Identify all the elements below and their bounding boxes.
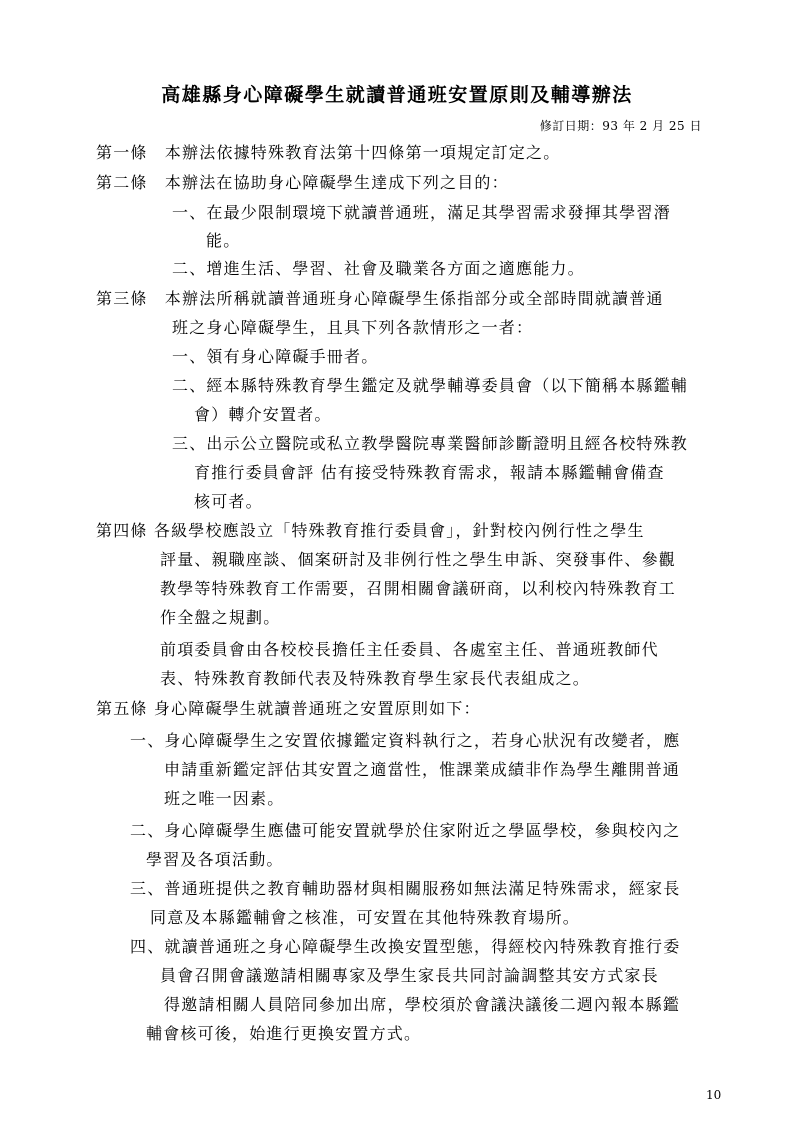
text-line: 第四條 各級學校應設立「特殊教育推行委員會」，針對校內例行性之學生 <box>96 521 645 540</box>
text-line: 第二條 本辦法在協助身心障礙學生達成下列之目的： <box>96 173 509 192</box>
text-line: 評量、親職座談、個案研討及非例行性之學生申訴、突發事件、參觀 <box>160 550 677 569</box>
text-line: 四、就讀普通班之身心障礙學生改換安置型態，得經校內特殊教育推行委 <box>130 937 681 956</box>
text-line: 同意及本縣鑑輔會之核准，可安置在其他特殊教育場所。 <box>150 908 581 927</box>
text-line: 作全盤之規劃。 <box>160 608 281 627</box>
text-line: 第一條 本辦法依據特殊教育法第十四條第一項規定訂定之。 <box>96 143 561 162</box>
document-title: 高雄縣身心障礙學生就讀普通班安置原則及輔導辦法 <box>161 84 633 106</box>
page-number: 10 <box>706 1088 722 1102</box>
text-line: 三、普通班提供之教育輔助器材與相關服務如無法滿足特殊需求，經家長 <box>130 879 681 898</box>
text-line: 能。 <box>206 231 241 250</box>
text-line: 表、特殊教育教師代表及特殊教育學生家長代表組成之。 <box>160 669 591 688</box>
text-line: 二、增進生活、學習、社會及職業各方面之適應能力。 <box>172 259 585 278</box>
text-line: 員會召開會議邀請相關專家及學生家長共同討論調整其安方式家長 <box>160 966 659 985</box>
text-line: 育推行委員會評 估有接受特殊教育需求，報請本縣鑑輔會備查 <box>194 463 665 482</box>
text-line: 一、在最少限制環境下就讀普通班，滿足其學習需求發揮其學習潛 <box>172 203 671 222</box>
text-line: 二、身心障礙學生應儘可能安置就學於住家附近之學區學校，參與校內之 <box>130 821 681 840</box>
text-line: 前項委員會由各校校長擔任主任委員、各處室主任、普通班教師代 <box>160 640 659 659</box>
text-line: 第三條 本辦法所稱就讀普通班身心障礙學生係指部分或全部時間就讀普通 <box>96 289 664 308</box>
text-line: 班之身心障礙學生，且具下列各款情形之一者： <box>172 318 534 337</box>
text-line: 得邀請相關人員陪同參加出席，學校須於會議決議後二週內報本縣鑑 <box>164 995 681 1014</box>
text-line: 核可者。 <box>194 492 263 511</box>
text-line: 申請重新鑑定評估其安置之適當性，惟課業成績非作為學生離開普通 <box>164 760 681 779</box>
text-line: 三、出示公立醫院或私立教學醫院專業醫師診斷證明且經各校特殊教 <box>172 434 689 453</box>
text-line: 第五條 身心障礙學生就讀普通班之安置原則如下： <box>96 699 481 718</box>
text-line: 一、領有身心障礙手冊者。 <box>172 347 379 366</box>
revision-date: 修訂日期：93 年 2 月 25 日 <box>539 119 702 133</box>
text-line: 學習及各項活動。 <box>146 850 284 869</box>
text-line: 教學等特殊教育工作需要，召開相關會議研商，以利校內特殊教育工 <box>160 579 677 598</box>
text-line: 班之唯一因素。 <box>164 789 285 808</box>
text-line: 一、身心障礙學生之安置依據鑑定資料執行之，若身心狀況有改變者，應 <box>130 731 681 750</box>
text-line: 輔會核可後，始進行更換安置方式。 <box>146 1024 422 1043</box>
text-line: 二、經本縣特殊教育學生鑑定及就學輔導委員會（以下簡稱本縣鑑輔 <box>172 376 689 395</box>
text-line: 會）轉介安置者。 <box>194 405 332 424</box>
